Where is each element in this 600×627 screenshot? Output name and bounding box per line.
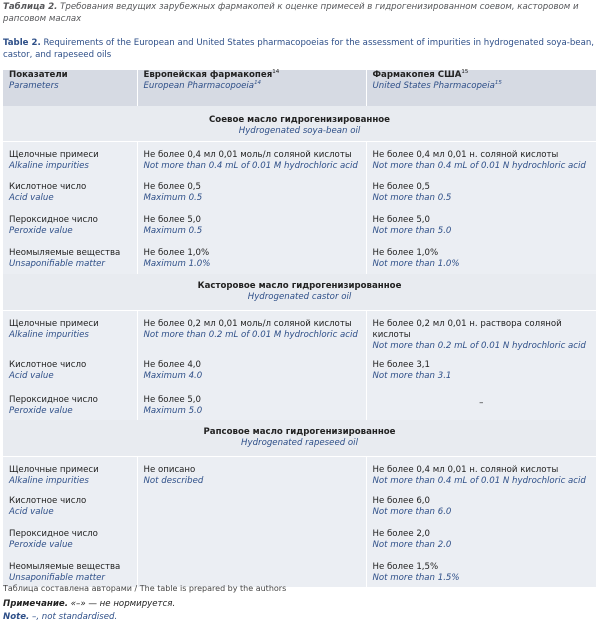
param-en: Alkaline impurities (9, 160, 89, 171)
ep-en: Not more than 0.4 mL of 0.01 M hydrochloric acid (143, 160, 358, 171)
ep-en: Not described (143, 475, 204, 486)
usp-ru: Не более 1,0% (372, 248, 439, 258)
caption-ru-label: Таблица 2. (3, 2, 58, 12)
table-row (3, 141, 596, 174)
param-ru: Пероксидное число (9, 395, 98, 405)
table-row (3, 456, 596, 488)
ep-en: Maximum 0.5 (143, 193, 203, 203)
usp-ru: Не более 6,0 (372, 496, 431, 506)
param-en: Acid value (9, 507, 54, 517)
header-parameters-ru: Показатели (9, 70, 68, 80)
table-source-note: Таблица составлена авторами / The table is prepared by the authors (3, 584, 287, 593)
param-cell (3, 352, 137, 387)
param-ru: Щелочные примеси (9, 464, 99, 475)
usp-cell-not-standardised: – (366, 387, 596, 420)
footnote-en (3, 612, 117, 622)
footnote-ru-text: «–» — не нормируется. (70, 599, 176, 609)
usp-en: Not more than 0.4 mL of 0.01 N hydrochloric acid (372, 160, 586, 171)
param-ru: Кислотное число (9, 360, 87, 370)
ep-en: Not more than 0.2 mL of 0.01 M hydrochloric acid (143, 329, 358, 340)
header-parameters-en: Parameters (9, 81, 59, 91)
param-cell (3, 488, 137, 521)
usp-en: Not more than 5.0 (372, 226, 452, 236)
usp-cell (366, 240, 596, 274)
table-row (3, 352, 596, 387)
ep-cell-merged (137, 456, 366, 587)
usp-ru: Не более 1,5% (372, 562, 439, 572)
param-en: Unsaponifiable matter (9, 259, 105, 269)
header-ep-ref: 14 (272, 69, 280, 76)
usp-en: Not more than 6.0 (372, 507, 452, 517)
section-title-ru: Соевое масло гидрогенизированное (208, 115, 390, 126)
ep-cell (137, 141, 366, 174)
footnote-en-text: –, not standardised. (32, 612, 118, 622)
header-usp-ref: 15 (461, 69, 469, 76)
ep-en: Maximum 5.0 (143, 406, 203, 416)
header-usp-ref-en: 15 (494, 80, 502, 87)
usp-ru: Не более 0,4 мл 0,01 н. соляной кислоты (372, 464, 559, 475)
usp-en: Not more than 3.1 (372, 371, 452, 381)
table-caption-ru (3, 2, 596, 25)
ep-ru: Не более 0,4 мл 0,01 моль/л соляной кислоты (143, 149, 352, 160)
header-ep-ru: Европейская фармакопея (143, 70, 273, 80)
ep-ru: Не более 0,5 (143, 182, 202, 192)
ep-cell (137, 207, 366, 240)
header-ep-ref-en: 14 (254, 80, 262, 87)
header-ep (137, 70, 366, 106)
param-ru: Щелочные примеси (9, 318, 99, 329)
param-en: Alkaline impurities (9, 329, 89, 340)
requirements-table (3, 70, 596, 587)
param-cell (3, 310, 137, 352)
footnote-en-label: Note. (3, 612, 30, 622)
section-title-en: Hydrogenated rapeseed oil (241, 437, 358, 448)
param-en: Acid value (9, 371, 54, 381)
section-title-rapeseed (3, 420, 596, 456)
param-en: Unsaponifiable matter (9, 573, 105, 583)
ep-ru: Не более 1,0% (143, 248, 210, 258)
param-ru: Щелочные примеси (9, 149, 99, 160)
header-usp-ru: Фармакопея США (372, 70, 462, 80)
header-ep-en: European Pharmacopoeia (143, 81, 255, 91)
usp-cell (366, 521, 596, 554)
param-cell (3, 141, 137, 174)
param-en: Peroxide value (9, 406, 73, 416)
param-en: Acid value (9, 193, 54, 203)
ep-cell (137, 240, 366, 274)
ep-ru: Не более 5,0 (143, 395, 202, 405)
usp-ru: Не более 0,2 мл 0,01 н. раствора соляной кислоты (372, 318, 562, 340)
param-ru: Пероксидное число (9, 215, 98, 225)
table-row (3, 174, 596, 207)
usp-cell (366, 207, 596, 240)
usp-en: Not more than 1.0% (372, 259, 460, 269)
usp-en: Not more than 1.5% (372, 573, 460, 583)
table-row (3, 240, 596, 274)
section-header-rapeseed (3, 420, 596, 456)
param-ru: Пероксидное число (9, 529, 98, 539)
ep-cell (137, 174, 366, 207)
usp-ru: Не более 0,5 (372, 182, 431, 192)
param-cell (3, 387, 137, 420)
param-cell (3, 554, 137, 587)
usp-en: Not more than 2.0 (372, 540, 452, 550)
usp-ru: Не более 0,4 мл 0,01 н. соляной кислоты (372, 149, 559, 160)
param-cell (3, 207, 137, 240)
section-title-ru: Касторовое масло гидрогенизированное (197, 280, 402, 291)
param-en: Peroxide value (9, 226, 73, 236)
param-ru: Кислотное число (9, 182, 87, 192)
footnote-ru-label: Примечание. (3, 599, 68, 609)
ep-en: Maximum 1.0% (143, 259, 211, 269)
ep-ru: Не более 4,0 (143, 360, 202, 370)
header-parameters (3, 70, 137, 106)
section-header-soya (3, 112, 596, 141)
ep-en: Maximum 0.5 (143, 226, 203, 236)
table-body (3, 106, 596, 587)
section-title-en: Hydrogenated castor oil (247, 291, 352, 302)
param-cell (3, 521, 137, 554)
usp-cell (366, 456, 596, 488)
footnote-ru (3, 599, 175, 609)
section-title-castor (3, 274, 596, 310)
caption-ru-text: Требования ведущих зарубежных фармакопей к оценке примесей в гидрогенизированном соевом, касторовом и рапсовом маслах (3, 2, 579, 24)
param-ru: Кислотное число (9, 496, 87, 506)
param-en: Alkaline impurities (9, 475, 89, 486)
usp-ru: Не более 3,1 (372, 360, 431, 370)
usp-cell (366, 554, 596, 587)
param-cell (3, 456, 137, 488)
usp-en: Not more than 0.4 mL of 0.01 N hydrochloric acid (372, 475, 586, 486)
usp-cell (366, 141, 596, 174)
usp-cell (366, 488, 596, 521)
usp-ru: Не более 2,0 (372, 529, 431, 539)
ep-cell (137, 310, 366, 352)
section-title-ru: Рапсовое масло гидрогенизированное (203, 426, 396, 437)
header-usp-en: United States Pharmacopeia (372, 81, 495, 91)
section-title-soya (3, 112, 596, 141)
param-ru: Неомыляемые вещества (9, 562, 121, 572)
param-cell (3, 174, 137, 207)
table-caption-en (3, 38, 596, 61)
caption-en-text: Requirements of the European and United States pharmacopoeias for the assessment of impurities in hydrogenated soya-bean, castor, and rapeseed oils (3, 38, 595, 60)
table-header (3, 70, 596, 106)
table-row (3, 207, 596, 240)
usp-cell (366, 310, 596, 352)
usp-en: Not more than 0.5 (372, 193, 452, 203)
section-header-castor (3, 274, 596, 310)
usp-cell (366, 174, 596, 207)
caption-en-label: Table 2. (3, 38, 41, 48)
ep-ru: Не более 5,0 (143, 215, 202, 225)
param-cell (3, 240, 137, 274)
table-row (3, 387, 596, 420)
section-title-en: Hydrogenated soya-bean oil (238, 126, 361, 137)
param-ru: Неомыляемые вещества (9, 248, 121, 258)
usp-ru: Не более 5,0 (372, 215, 431, 225)
ep-cell (137, 352, 366, 387)
ep-ru: Не описано (143, 464, 196, 475)
param-en: Peroxide value (9, 540, 73, 550)
ep-ru: Не более 0,2 мл 0,01 моль/л соляной кислоты (143, 318, 352, 329)
ep-cell (137, 387, 366, 420)
table-row (3, 310, 596, 352)
usp-en: Not more than 0.2 mL of 0.01 N hydrochloric acid (372, 340, 586, 351)
header-usp (366, 70, 596, 106)
ep-en: Maximum 4.0 (143, 371, 203, 381)
usp-cell (366, 352, 596, 387)
